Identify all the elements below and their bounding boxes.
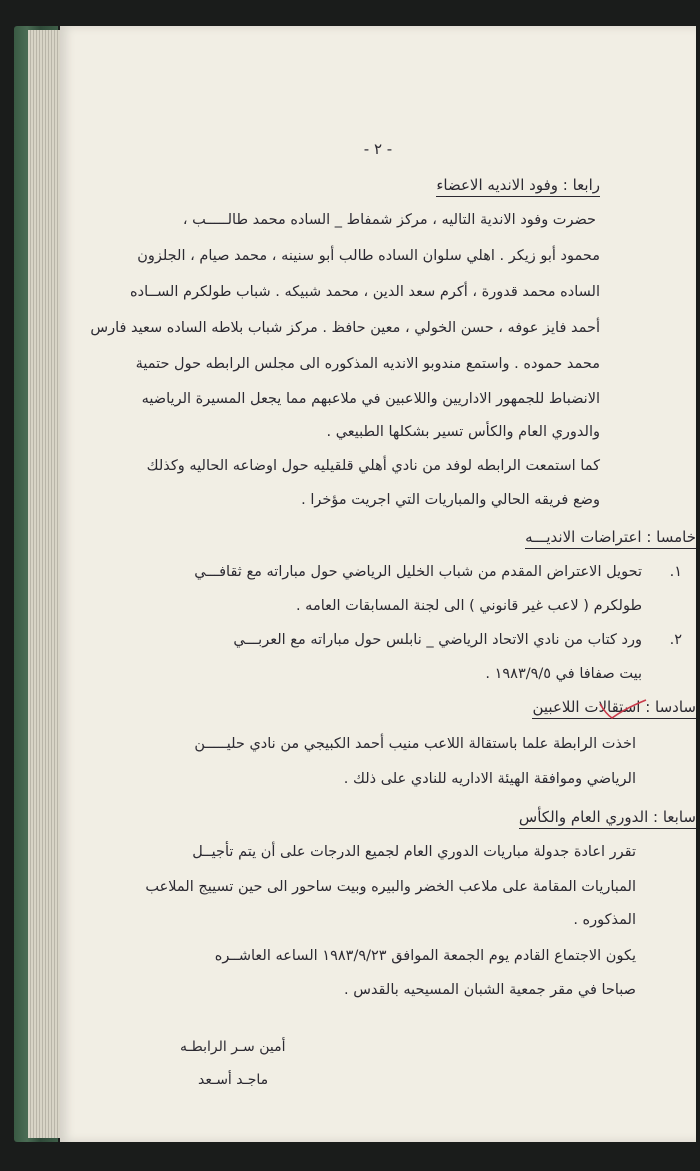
section-7-line-1: تقرر اعادة جدولة مباريات الدوري العام لجميع الدرجات على أن يتم تأجيــل: [192, 844, 636, 860]
section-5-item-1-line-2: طولكرم ( لاعب غير قانوني ) الى لجنة المسابقات العامه .: [295, 598, 642, 614]
section-6-line-2: الرياضي وموافقة الهيئة الاداريه للنادي على ذلك .: [343, 771, 636, 787]
section-4-line-7: والدوري العام والكأس تسير بشكلها الطبيعي .: [326, 424, 600, 440]
section-4-line-4: أحمد فايز عوفه ، حسن الخولي ، معين حافظ . مركز شباب بلاطه الساده سعيد فارس: [90, 320, 600, 336]
section-4-line-5: محمد حموده . واستمع مندوبو الانديه المذكوره الى مجلس الرابطه حول حتمية: [135, 356, 600, 372]
section-4-line-6: الانضباط للجمهور الاداريين واللاعبين في ملاعبهم مما يجعل المسيرة الرياضيه: [141, 391, 600, 407]
page-edges: [28, 30, 64, 1138]
section-4-heading: رابعا : وفود الانديه الاعضاء: [436, 176, 600, 194]
next-meeting-line-2: صباحا في مقر جمعية الشبان المسيحيه بالقدس .: [344, 982, 636, 998]
section-4-line-3: الساده محمد قدورة ، أكرم سعد الدين ، محمد شبيكه . شباب طولكرم الســاده: [130, 284, 600, 300]
section-5-item-1-line-1: تحويل الاعتراض المقدم من شباب الخليل الرياضي حول مباراته مع ثقافـــي: [194, 564, 642, 580]
section-6-line-1: اخذت الرابطة علما باستقالة اللاعب منيب أحمد الكبيجي من نادي حليـــــن: [194, 736, 636, 752]
document-page: [60, 26, 696, 1142]
section-4-line-2: محمود أبو زيكر . اهلي سلوان الساده طالب أبو سنينه ، محمد صيام ، الجلزون: [137, 248, 600, 264]
section-5-item-2-line-1: ورد كتاب من نادي الاتحاد الرياضي _ نابلس حول مباراته مع العربـــي: [233, 632, 642, 648]
section-4-line-1: حضرت وفود الاندية التاليه ، مركز شمفاط _ الساده محمد طالـــــب ،: [182, 212, 596, 228]
section-5-item-1-number: ١.: [669, 564, 682, 580]
section-7-line-3: المذكوره .: [573, 912, 636, 928]
section-5-item-2-line-2: بيت صفافا في ١٩٨٣/٩/٥ .: [485, 666, 642, 682]
next-meeting-line-1: يكون الاجتماع القادم يوم الجمعة الموافق ١٩٨٣/٩/٢٣ الساعه العاشــره: [214, 948, 636, 964]
section-5-heading: خامسا : اعتراضات الانديـــه: [525, 528, 696, 546]
page-number: - ٢ -: [363, 140, 393, 158]
signature-title: أمين سـر الرابطـه: [180, 1039, 286, 1055]
section-4-line-9: وضع فريقه الحالي والمباريات التي اجريت مؤخرا .: [301, 492, 600, 508]
document-body: [60, 26, 696, 1142]
section-5-item-2-number: ٢.: [669, 632, 682, 648]
section-7-line-2: المباريات المقامة على ملاعب الخضر والبيره وبيت ساحور الى حين تسييج الملاعب: [145, 879, 636, 895]
section-4-line-8: كما استمعت الرابطه لوفد من نادي أهلي قلقيليه حول اوضاعه الحاليه وكذلك: [146, 458, 600, 474]
red-check-mark-icon: [598, 698, 648, 722]
signature-name: ماجـد أسـعد: [198, 1072, 269, 1088]
section-7-heading: سابعا : الدوري العام والكأس: [519, 808, 696, 826]
section-6-heading: سادسا : استقالات اللاعبين: [532, 698, 696, 716]
